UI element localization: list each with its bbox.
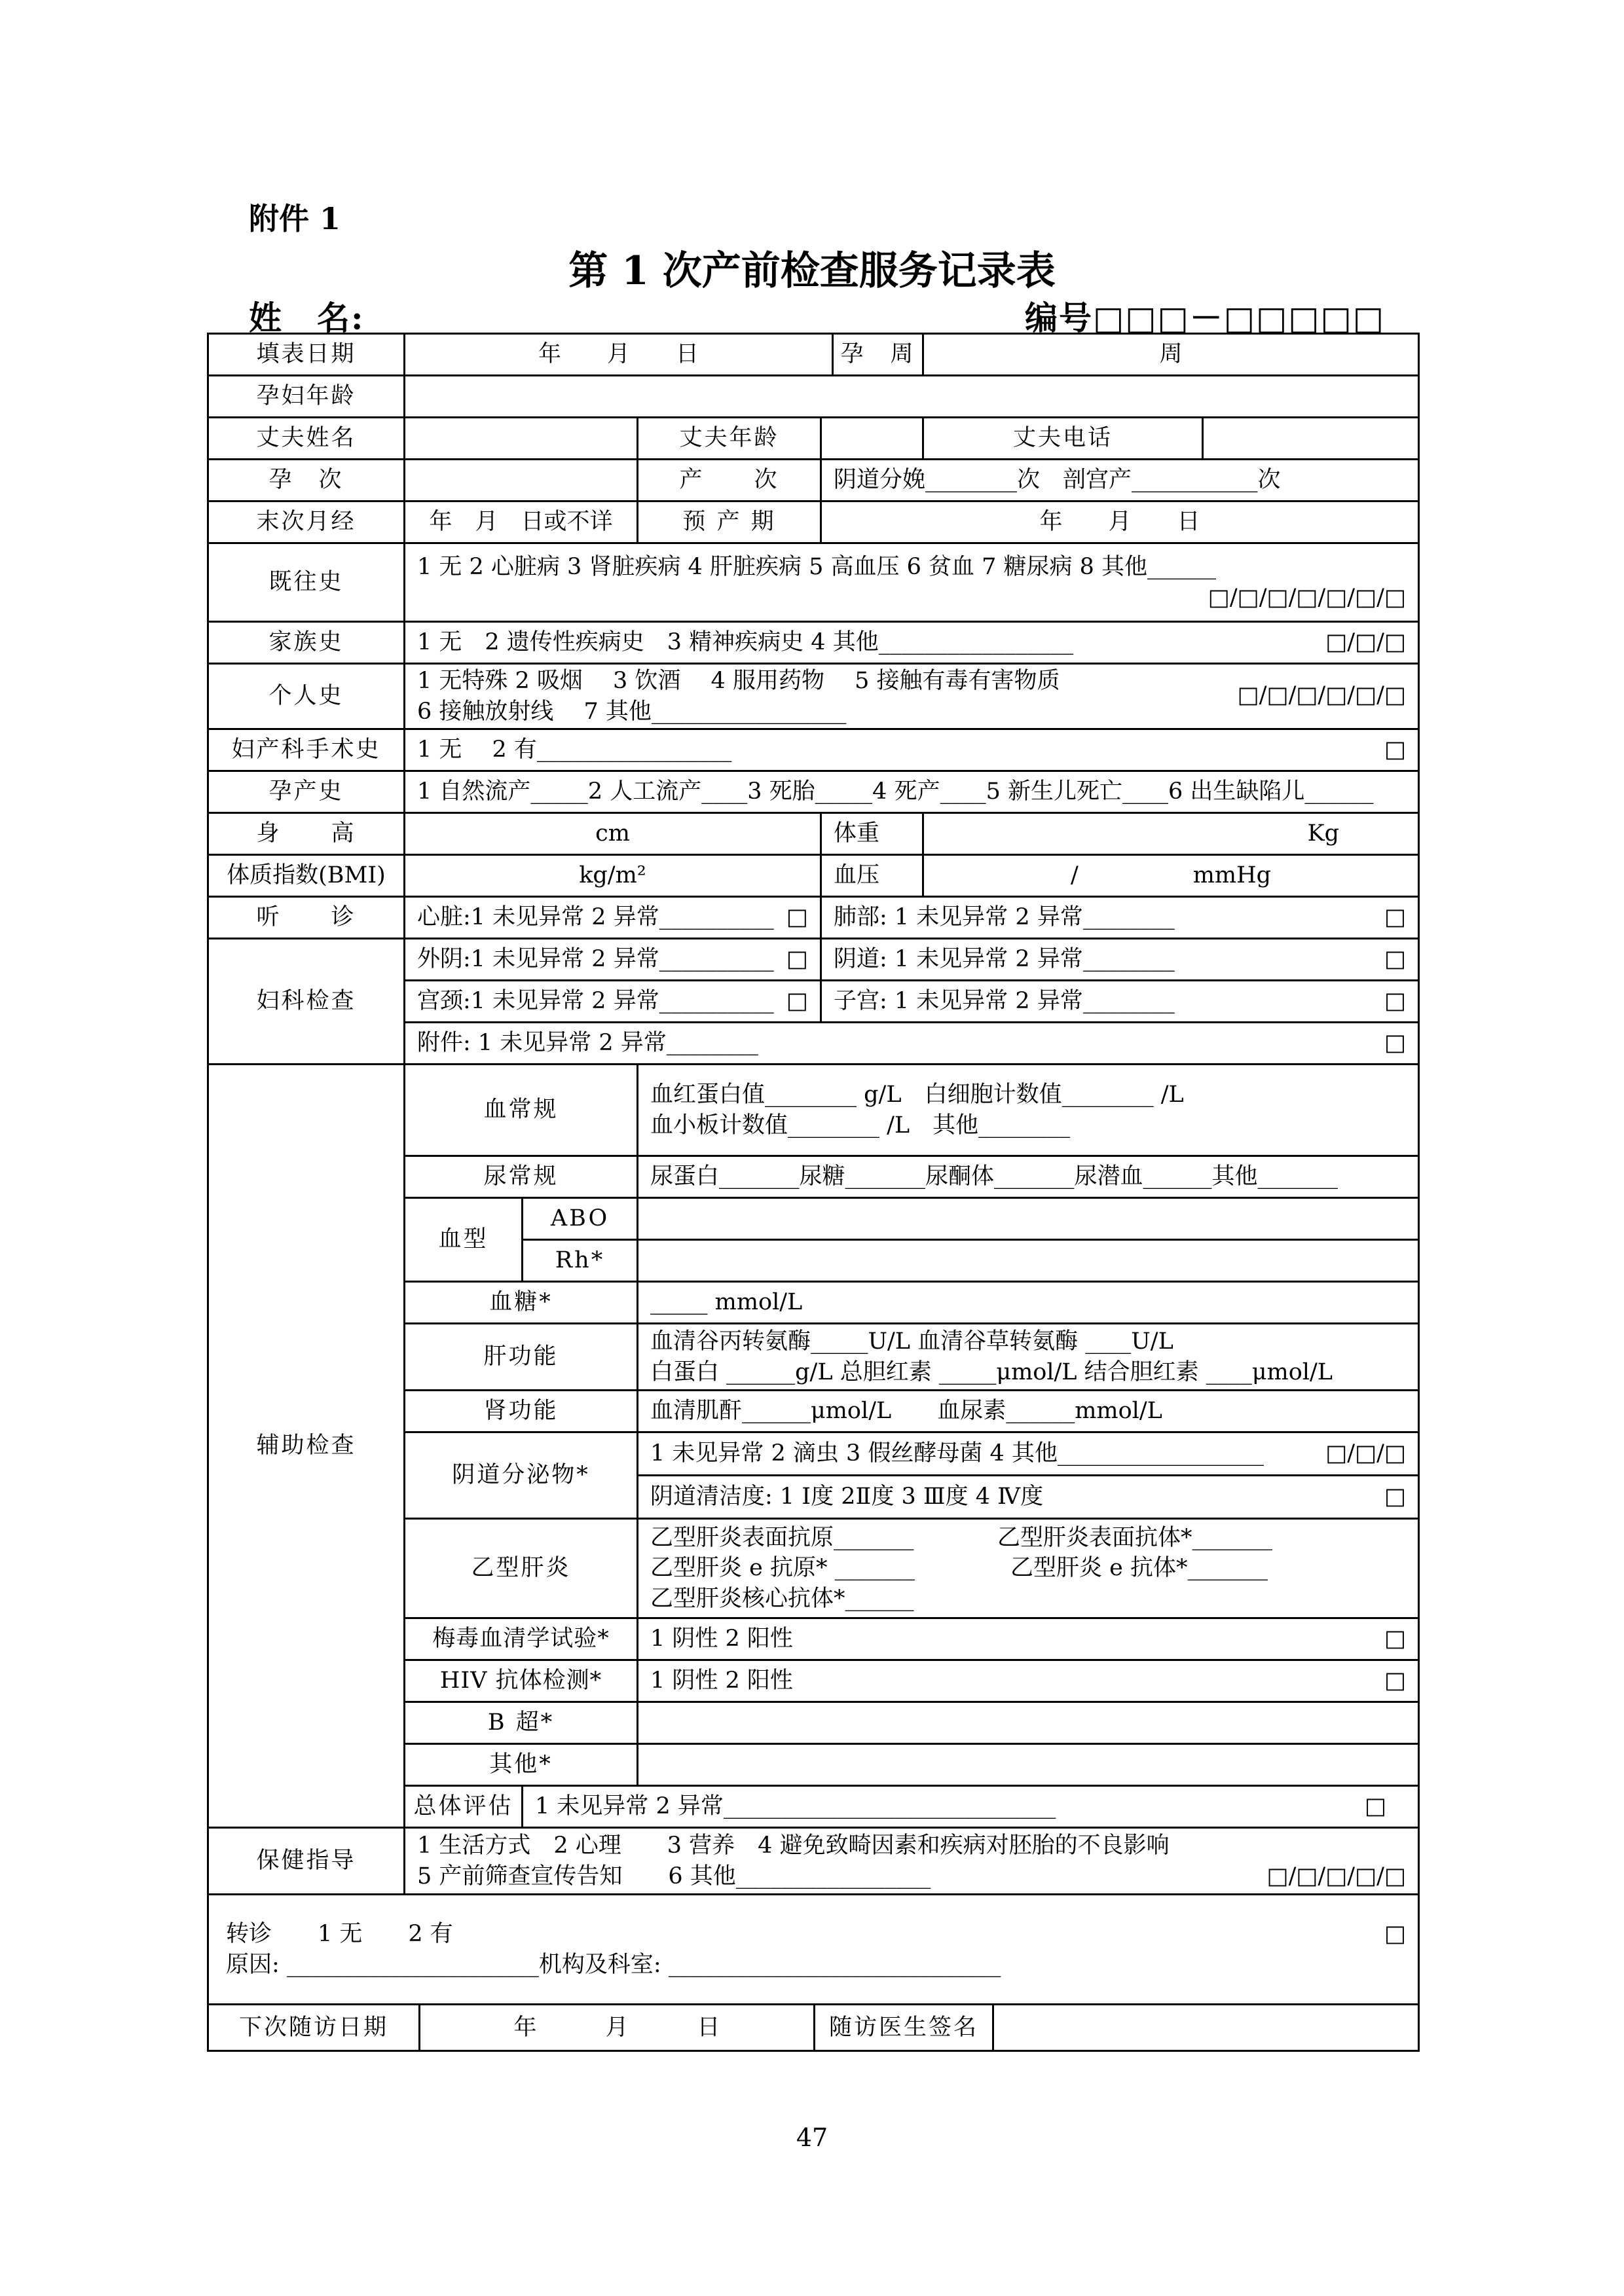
bp-label: 血压 [821, 855, 923, 897]
next-visit-date[interactable]: 年 月 日 [420, 2005, 815, 2050]
guidance-checkboxes[interactable]: □/□/□/□/□ [1266, 1863, 1407, 1889]
blood-type-label: 血型 [405, 1198, 523, 1282]
guidance-value[interactable] [405, 1828, 1419, 1895]
lung-exam[interactable] [821, 897, 1419, 939]
syphilis-options: 1 阴性 2 阳性 [650, 1626, 793, 1652]
vulva-exam-text: 外阴:1 未见异常 2 异常__________ [417, 946, 774, 973]
uterus-exam[interactable] [821, 981, 1419, 1023]
urine-routine-value[interactable]: 尿蛋白_______尿糖_______尿酮体_______尿潜血______其他_______ [638, 1156, 1419, 1198]
heart-exam[interactable] [405, 897, 821, 939]
vagina-exam[interactable] [821, 939, 1419, 981]
liver-function-line-2: 白蛋白 ______g/L 总胆红素 _____μmol/L 结合胆红素 ____μmol/L [650, 1358, 1333, 1385]
referral-section[interactable] [208, 1895, 1419, 2005]
past-history-value[interactable] [405, 543, 1419, 622]
uterus-checkbox[interactable]: □ [1384, 988, 1407, 1015]
b-ultrasound-label: B 超* [405, 1702, 638, 1744]
rh-label: Rh* [523, 1240, 638, 1282]
fill-date-label: 填表日期 [208, 334, 405, 376]
auscultation-label: 听 诊 [208, 897, 405, 939]
blood-routine-value[interactable] [638, 1065, 1419, 1156]
gestational-week-value[interactable]: 周 [923, 334, 1419, 376]
heart-checkbox[interactable]: □ [786, 904, 808, 931]
surgery-checkbox[interactable]: □ [1384, 737, 1407, 763]
age-label: 孕妇年龄 [208, 376, 405, 418]
syphilis-value[interactable] [638, 1618, 1419, 1660]
surgery-history-label: 妇产科手术史 [208, 729, 405, 771]
vagina-exam-text: 阴道: 1 未见异常 2 异常________ [834, 946, 1175, 973]
form-title: 第 1 次产前检查服务记录表 [568, 248, 1056, 294]
syphilis-checkbox[interactable]: □ [1384, 1626, 1407, 1652]
aux-other-label: 其他* [405, 1744, 638, 1786]
blood-routine-line-2: 血小板计数值________ /L 其他________ [650, 1112, 1071, 1139]
past-history-checkboxes[interactable]: □/□/□/□/□/□/□ [1208, 584, 1407, 611]
kidney-function-value[interactable]: 血清肌酐______μmol/L 血尿素______mmol/L [638, 1391, 1419, 1432]
hbeag-field: 乙型肝炎 e 抗原* _______ [650, 1555, 915, 1582]
hiv-options: 1 阴性 2 阳性 [650, 1667, 793, 1694]
obstetric-history-value[interactable]: 1 自然流产_____2 人工流产____3 死胎_____4 死产____5 新生儿死亡____6 出生缺陷儿______ [405, 771, 1419, 813]
husband-name-value[interactable] [405, 418, 638, 460]
parity-label: 产 次 [638, 460, 821, 501]
weight-value[interactable]: Kg [923, 813, 1419, 855]
height-value[interactable]: cm [405, 813, 821, 855]
hbeab-field: 乙型肝炎 e 抗体*_______ [1010, 1555, 1268, 1582]
code-label: 编号□□□－□□□□□ [1025, 299, 1385, 337]
personal-history-options-1: 1 无特殊 2 吸烟 3 饮酒 4 服用药物 5 接触有毒有害物质 [417, 668, 1060, 695]
syphilis-label: 梅毒血清学试验* [405, 1618, 638, 1660]
husband-age-value[interactable] [821, 418, 923, 460]
adnexa-exam-text: 附件: 1 未见异常 2 异常________ [417, 1030, 758, 1057]
personal-history-checkboxes[interactable]: □/□/□/□/□/□ [1237, 682, 1407, 709]
delivery-history[interactable]: 阴道分娩________次 剖宫产___________次 [821, 460, 1419, 501]
vaginal-secretion-checkboxes[interactable]: □/□/□ [1325, 1440, 1407, 1467]
prenatal-record-table [207, 333, 1420, 2052]
abo-label: ABO [523, 1198, 638, 1240]
kidney-function-label: 肾功能 [405, 1391, 638, 1432]
vaginal-cleanliness-checkbox[interactable]: □ [1384, 1484, 1407, 1510]
blood-routine-label: 血常规 [405, 1065, 638, 1156]
adnexa-checkbox[interactable]: □ [1384, 1030, 1407, 1057]
next-visit-label: 下次随访日期 [209, 2005, 420, 2050]
assessment-label: 总体评估 [405, 1786, 523, 1828]
cervix-exam-text: 宫颈:1 未见异常 2 异常__________ [417, 988, 774, 1015]
vaginal-secretion-options: 1 未见异常 2 滴虫 3 假丝酵母菌 4 其他__________________ [650, 1440, 1264, 1467]
referral-checkbox[interactable]: □ [1384, 1921, 1407, 1948]
guidance-label: 保健指导 [208, 1828, 405, 1895]
personal-history-label: 个人史 [208, 664, 405, 729]
assessment-value[interactable] [523, 1786, 1419, 1828]
cervix-exam[interactable] [405, 981, 821, 1023]
guidance-options-2: 5 产前筛查宣传告知 6 其他_________________ [417, 1863, 931, 1889]
aux-exam-label: 辅助检查 [208, 1065, 405, 1828]
bmi-value[interactable]: kg/m² [405, 855, 821, 897]
glucose-value[interactable]: _____ mmol/L [638, 1282, 1419, 1324]
liver-function-label: 肝功能 [405, 1324, 638, 1391]
husband-phone-value[interactable] [1203, 418, 1419, 460]
glucose-label: 血糖* [405, 1282, 638, 1324]
husband-phone-label: 丈夫电话 [923, 418, 1203, 460]
husband-age-label: 丈夫年龄 [638, 418, 821, 460]
heart-exam-text: 心脏:1 未见异常 2 异常__________ [417, 904, 774, 931]
guidance-options-1: 1 生活方式 2 心理 3 营养 4 避免致畸因素和疾病对胚胎的不良影响 [417, 1832, 1170, 1859]
hbsab-field: 乙型肝炎表面抗体*_______ [997, 1525, 1273, 1552]
family-history-label: 家族史 [208, 622, 405, 664]
edd-value[interactable]: 年 月 日 [821, 501, 1419, 543]
vulva-checkbox[interactable]: □ [786, 946, 808, 973]
lmp-label: 末次月经 [208, 501, 405, 543]
vaginal-cleanliness-options: 阴道清洁度: 1 Ⅰ度 2Ⅱ度 3 Ⅲ度 4 Ⅳ度 [650, 1484, 1044, 1510]
hbsag-field: 乙型肝炎表面抗原_______ [650, 1525, 914, 1552]
gravida-value[interactable] [405, 460, 638, 501]
page-number: 47 [796, 2123, 828, 2152]
assessment-options: 1 未见异常 2 异常_____________________________ [535, 1793, 1056, 1820]
age-value[interactable] [405, 376, 1419, 418]
bmi-label: 体质指数(BMI) [208, 855, 405, 897]
family-history-checkboxes[interactable]: □/□/□ [1325, 629, 1407, 656]
cervix-checkbox[interactable]: □ [786, 988, 808, 1015]
personal-history-value[interactable] [405, 664, 1419, 729]
hepatitis-b-label: 乙型肝炎 [405, 1519, 638, 1618]
lung-checkbox[interactable]: □ [1384, 904, 1407, 931]
hepatitis-b-value[interactable] [638, 1519, 1419, 1618]
hiv-label: HIV 抗体检测* [405, 1660, 638, 1702]
hiv-value[interactable] [638, 1660, 1419, 1702]
name-label: 姓 名: [249, 299, 365, 337]
abo-value[interactable] [638, 1198, 1419, 1240]
vaginal-secretion-label: 阴道分泌物* [405, 1432, 638, 1519]
obstetric-history-label: 孕产史 [208, 771, 405, 813]
gyn-exam-label: 妇科检查 [208, 939, 405, 1065]
weight-label: 体重 [821, 813, 923, 855]
height-label: 身 高 [208, 813, 405, 855]
assessment-checkbox[interactable]: □ [1364, 1793, 1387, 1820]
vaginal-secretion-value[interactable] [638, 1432, 1419, 1476]
lung-exam-text: 肺部: 1 未见异常 2 异常________ [834, 904, 1175, 931]
hiv-checkbox[interactable]: □ [1384, 1667, 1407, 1694]
vagina-checkbox[interactable]: □ [1384, 946, 1407, 973]
fill-date-value[interactable]: 年 月 日 [405, 334, 833, 376]
doctor-signature-label: 随访医生签名 [815, 2005, 994, 2050]
personal-history-options-2: 6 接触放射线 7 其他_________________ [417, 698, 847, 725]
aux-other-value[interactable] [638, 1744, 1419, 1786]
b-ultrasound-value[interactable] [638, 1702, 1419, 1744]
next-visit-row [208, 2005, 1419, 2051]
referral-reason: 原因: ______________________机构及科室: _____________________________ [226, 1951, 1001, 1978]
hbcab-field: 乙型肝炎核心抗体*______ [650, 1585, 914, 1612]
surgery-history-value[interactable] [405, 729, 1419, 771]
bp-value[interactable]: / mmHg [923, 855, 1419, 897]
surgery-options: 1 无 2 有_________________ [417, 737, 732, 763]
family-history-options: 1 无 2 遗传性疾病史 3 精神疾病史 4 其他_________________ [417, 629, 1074, 656]
edd-label: 预 产 期 [638, 501, 821, 543]
annex-label: 附件 1 [249, 201, 341, 236]
referral-options: 转诊 1 无 2 有 [226, 1921, 453, 1948]
husband-name-label: 丈夫姓名 [208, 418, 405, 460]
family-history-value[interactable] [405, 622, 1419, 664]
blood-routine-line-1: 血红蛋白值________ g/L 白细胞计数值________ /L [650, 1082, 1184, 1108]
rh-value[interactable] [638, 1240, 1419, 1282]
doctor-signature-value[interactable] [994, 2005, 1418, 2050]
past-history-label: 既往史 [208, 543, 405, 622]
uterus-exam-text: 子宫: 1 未见异常 2 异常________ [834, 988, 1175, 1015]
past-history-options: 1 无 2 心脏病 3 肾脏疾病 4 肝脏疾病 5 高血压 6 贫血 7 糖尿病 8 其他______ [417, 554, 1217, 581]
gestational-week-label: 孕 周 [833, 334, 923, 376]
vaginal-cleanliness-value[interactable] [638, 1476, 1419, 1519]
adnexa-exam[interactable] [405, 1023, 1419, 1065]
lmp-value[interactable]: 年 月 日或不详 [405, 501, 638, 543]
vulva-exam[interactable] [405, 939, 821, 981]
liver-function-line-1: 血清谷丙转氨酶_____U/L 血清谷草转氨酶 ____U/L [650, 1328, 1173, 1355]
gravida-label: 孕 次 [208, 460, 405, 501]
urine-routine-label: 尿常规 [405, 1156, 638, 1198]
liver-function-value[interactable] [638, 1324, 1419, 1391]
